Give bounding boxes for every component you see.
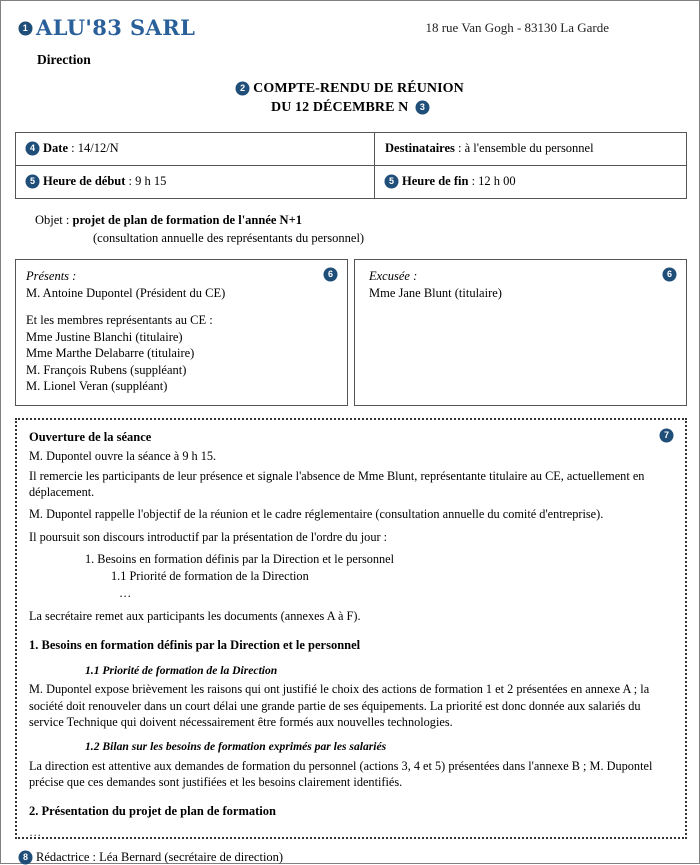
title-date-text: DU 12 DÉCEMBRE N [271, 99, 409, 115]
opening-heading-text: Ouverture de la séance [29, 429, 152, 444]
body-paragraph-5: La secrétaire remet aux participants les documents (annexes A à F). [29, 608, 361, 623]
recipients-value: : à l'ensemble du personnel [458, 141, 594, 156]
cell-start-time [16, 165, 375, 198]
title-text: COMPTE-RENDU DE RÉUNION [253, 81, 464, 96]
body-paragraph-1: M. Dupontel ouvre la séance à 9 h 15. [29, 449, 217, 464]
callout-marker-5b: 5 [385, 175, 398, 188]
present-title: Présents : [26, 269, 77, 284]
meeting-body [15, 418, 687, 839]
company-logo [19, 15, 195, 40]
meeting-info-table [15, 132, 687, 199]
section-2-heading: 2. Présentation du projet de plan de formation [29, 804, 276, 819]
section-1-2-text: La direction est attentive aux demandes de formation du personnel (actions 3, 4 et 5) présentées dans l'annexe B ; M. Dupontel précise que ces demandes sont justifiées et les besoins clairement identifiés. [29, 758, 653, 789]
recipients-label: Destinataires [385, 141, 455, 156]
opening-heading [29, 429, 673, 446]
list-item: Mme Justine Blanchi (titulaire) [26, 329, 183, 344]
callout-marker-6a: 6 [324, 268, 337, 281]
cell-date [16, 132, 375, 165]
list-item: M. Lionel Veran (suppléant) [26, 379, 168, 394]
table-row [16, 132, 687, 165]
callout-marker-7: 7 [660, 429, 673, 442]
section-1-heading: 1. Besoins en formation définis par la Direction et le personnel [29, 638, 361, 653]
end-time-label: Heure de fin [402, 174, 469, 189]
document-footer [15, 850, 685, 865]
objet-line [35, 211, 685, 229]
agenda-list [29, 551, 673, 602]
company-address: 18 rue Van Gogh - 83130 La Garde [425, 20, 609, 35]
department-label: Direction [37, 52, 91, 67]
page-inner [1, 1, 699, 863]
company-name: ALU'83 SARL [36, 15, 196, 40]
excused-title: Excusée : [369, 269, 418, 284]
title-line-2 [15, 99, 685, 118]
date-value: : 14/12/N [71, 141, 119, 156]
date-label: Date [43, 141, 68, 156]
objet-section [35, 211, 685, 247]
document-title-block [15, 80, 685, 118]
objet-subtitle: (consultation annuelle des représentants du personnel) [93, 230, 365, 245]
callout-marker-5a: 5 [26, 175, 39, 188]
end-time-value: : 12 h 00 [471, 174, 516, 189]
agenda-item-1-1: 1.1 Priorité de formation de la Direction [111, 568, 309, 583]
list-item: Mme Jane Blunt (titulaire) [369, 285, 502, 300]
start-time-value: : 9 h 15 [128, 174, 167, 189]
cell-recipients [375, 132, 687, 165]
list-item: Mme Marthe Delabarre (titulaire) [26, 346, 195, 361]
callout-marker-8: 8 [19, 851, 32, 864]
agenda-ellipsis: … [119, 585, 133, 600]
body-paragraph-2: Il remercie les participants de leur présence et signale l'absence de Mme Blunt, représentante titulaire au CE, actuellement en déplacement. [29, 468, 645, 499]
excused-header [369, 268, 676, 285]
spacer [26, 301, 337, 312]
footer-text: Rédactrice : Léa Bernard (secrétaire de direction) [36, 849, 284, 864]
section-1-1-heading: 1.1 Priorité de formation de la Direction [85, 663, 278, 677]
present-chair: M. Antoine Dupontel (Président du CE) [26, 285, 226, 300]
callout-marker-2: 2 [236, 82, 249, 95]
body-paragraph-3: M. Dupontel rappelle l'objectif de la réunion et le cadre réglementaire (consultation annuelle du comité d'entreprise). [29, 507, 604, 522]
callout-marker-1: 1 [19, 22, 32, 35]
document-header [15, 13, 685, 40]
body-paragraph-4: Il poursuit son discours introductif par la présentation de l'ordre du jour : [29, 529, 388, 544]
present-header [26, 268, 337, 285]
table-row [16, 165, 687, 198]
start-time-label: Heure de début [43, 174, 126, 189]
section-1-1-text: M. Dupontel expose brièvement les raisons qui ont justifié le choix des actions de formation 1 et 2 présentées en annexe A ; la société doit renouveler dans un court délai une grande partie de ses équipements. La priorité est donc donnée aux salariés du service Technique qui doivent nécessairement être formés aux nouvelles technologies. [29, 682, 650, 729]
cell-end-time [375, 165, 687, 198]
list-item: M. François Rubens (suppléant) [26, 362, 187, 377]
section-2-ellipsis: … [29, 824, 43, 839]
title-line-1 [15, 80, 685, 99]
present-members-intro: Et les membres représentants au CE : [26, 313, 213, 328]
section-1-2-heading: 1.2 Bilan sur les besoins de formation exprimés par les salariés [85, 740, 387, 754]
callout-marker-4: 4 [26, 142, 39, 155]
excused-box [354, 259, 687, 406]
callout-marker-3: 3 [416, 101, 429, 114]
present-box [15, 259, 348, 406]
objet-value: projet de plan de formation de l'année N+1 [72, 212, 302, 227]
agenda-item-1: 1. Besoins en formation définis par la Direction et le personnel [85, 551, 395, 566]
objet-label: Objet : [35, 212, 70, 227]
callout-marker-6b: 6 [663, 268, 676, 281]
attendees-section [15, 259, 687, 406]
